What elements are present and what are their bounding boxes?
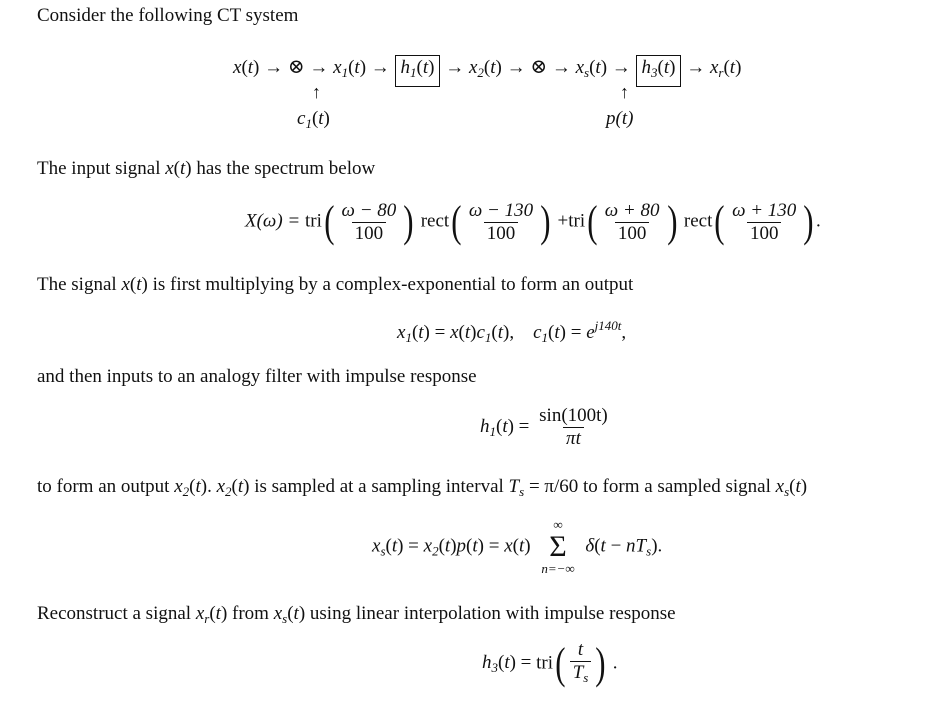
multiplier-1-icon: ⊗ xyxy=(287,56,305,78)
intro-text: Consider the following CT system xyxy=(37,5,299,26)
diagram-xs: $x_s(t)$ xyxy=(575,57,608,80)
reconstruct-text: Reconstruct a signal $x_r(t)$ from $x_s(t)$ using linear interpolation with impulse response xyxy=(37,603,676,626)
filter-text: and then inputs to an analogy filter with impulse response xyxy=(37,366,477,387)
h1-equation: $h_1(t)$ = $\frac{\sin(100t)}{\pi t}$ xyxy=(480,405,608,449)
diagram-p: p(t) xyxy=(606,108,634,129)
input-signal-text: The input signal x(t) has the spectrum below xyxy=(37,158,376,179)
block-h1: $h_1(t)$ xyxy=(395,55,441,87)
xs-equation: $x_s(t) = x_2(t)p(t) = x(t)$ ∞ Σ n=−∞ $\delta(t - nT_s)$. xyxy=(372,517,663,576)
spectrum-equation: X(ω) = tri( $\frac{\omega - 80}{100}$ ) rect( $\frac{\omega - 130}{100}$ ) +tri( $\frac{\omega + 80}{100}$ ) rect( $\frac{\omega + 130}{100}$ ) . xyxy=(245,197,821,246)
up-arrow-1-icon: ↑ xyxy=(312,82,321,102)
x1-equation: $x_1(t) = x(t)c_1(t)$, $c_1(t) = e^{j140t}$, xyxy=(397,318,627,345)
diagram-c1: $c_1(t)$ xyxy=(297,108,330,131)
diagram-xr: $x_r(t)$ xyxy=(709,57,742,80)
multiplier-2-icon: ⊗ xyxy=(530,56,548,78)
diagram-x: x(t) xyxy=(233,57,260,78)
diagram-x2: $x_2(t)$ xyxy=(468,57,502,80)
h3-equation: $h_3(t) = tri$( $\frac{t}{T_s}$ ) . xyxy=(482,639,618,688)
system-diagram: x(t) → ⊗ → $x_1(t) \to h_1(t) \to x_2(t)$ → ⊗ → $x_s(t) \to h_3(t) \to x_r(t)$ xyxy=(233,54,741,87)
summation: ∞ Σ n=−∞ xyxy=(541,517,575,576)
sampling-text: to form an output $x_2(t)$. $x_2(t)$ is sampled at a sampling interval $T_s = \pi/60$ to form a sampled signal $x_s(t)$ xyxy=(37,476,808,499)
block-h3: $h_3(t)$ xyxy=(636,55,682,87)
modulation-text: The signal x(t) is first multiplying by a complex-exponential to form an output xyxy=(37,274,634,295)
up-arrow-2-icon: ↑ xyxy=(620,82,629,102)
diagram-x1: $x_1(t)$ xyxy=(333,57,367,80)
